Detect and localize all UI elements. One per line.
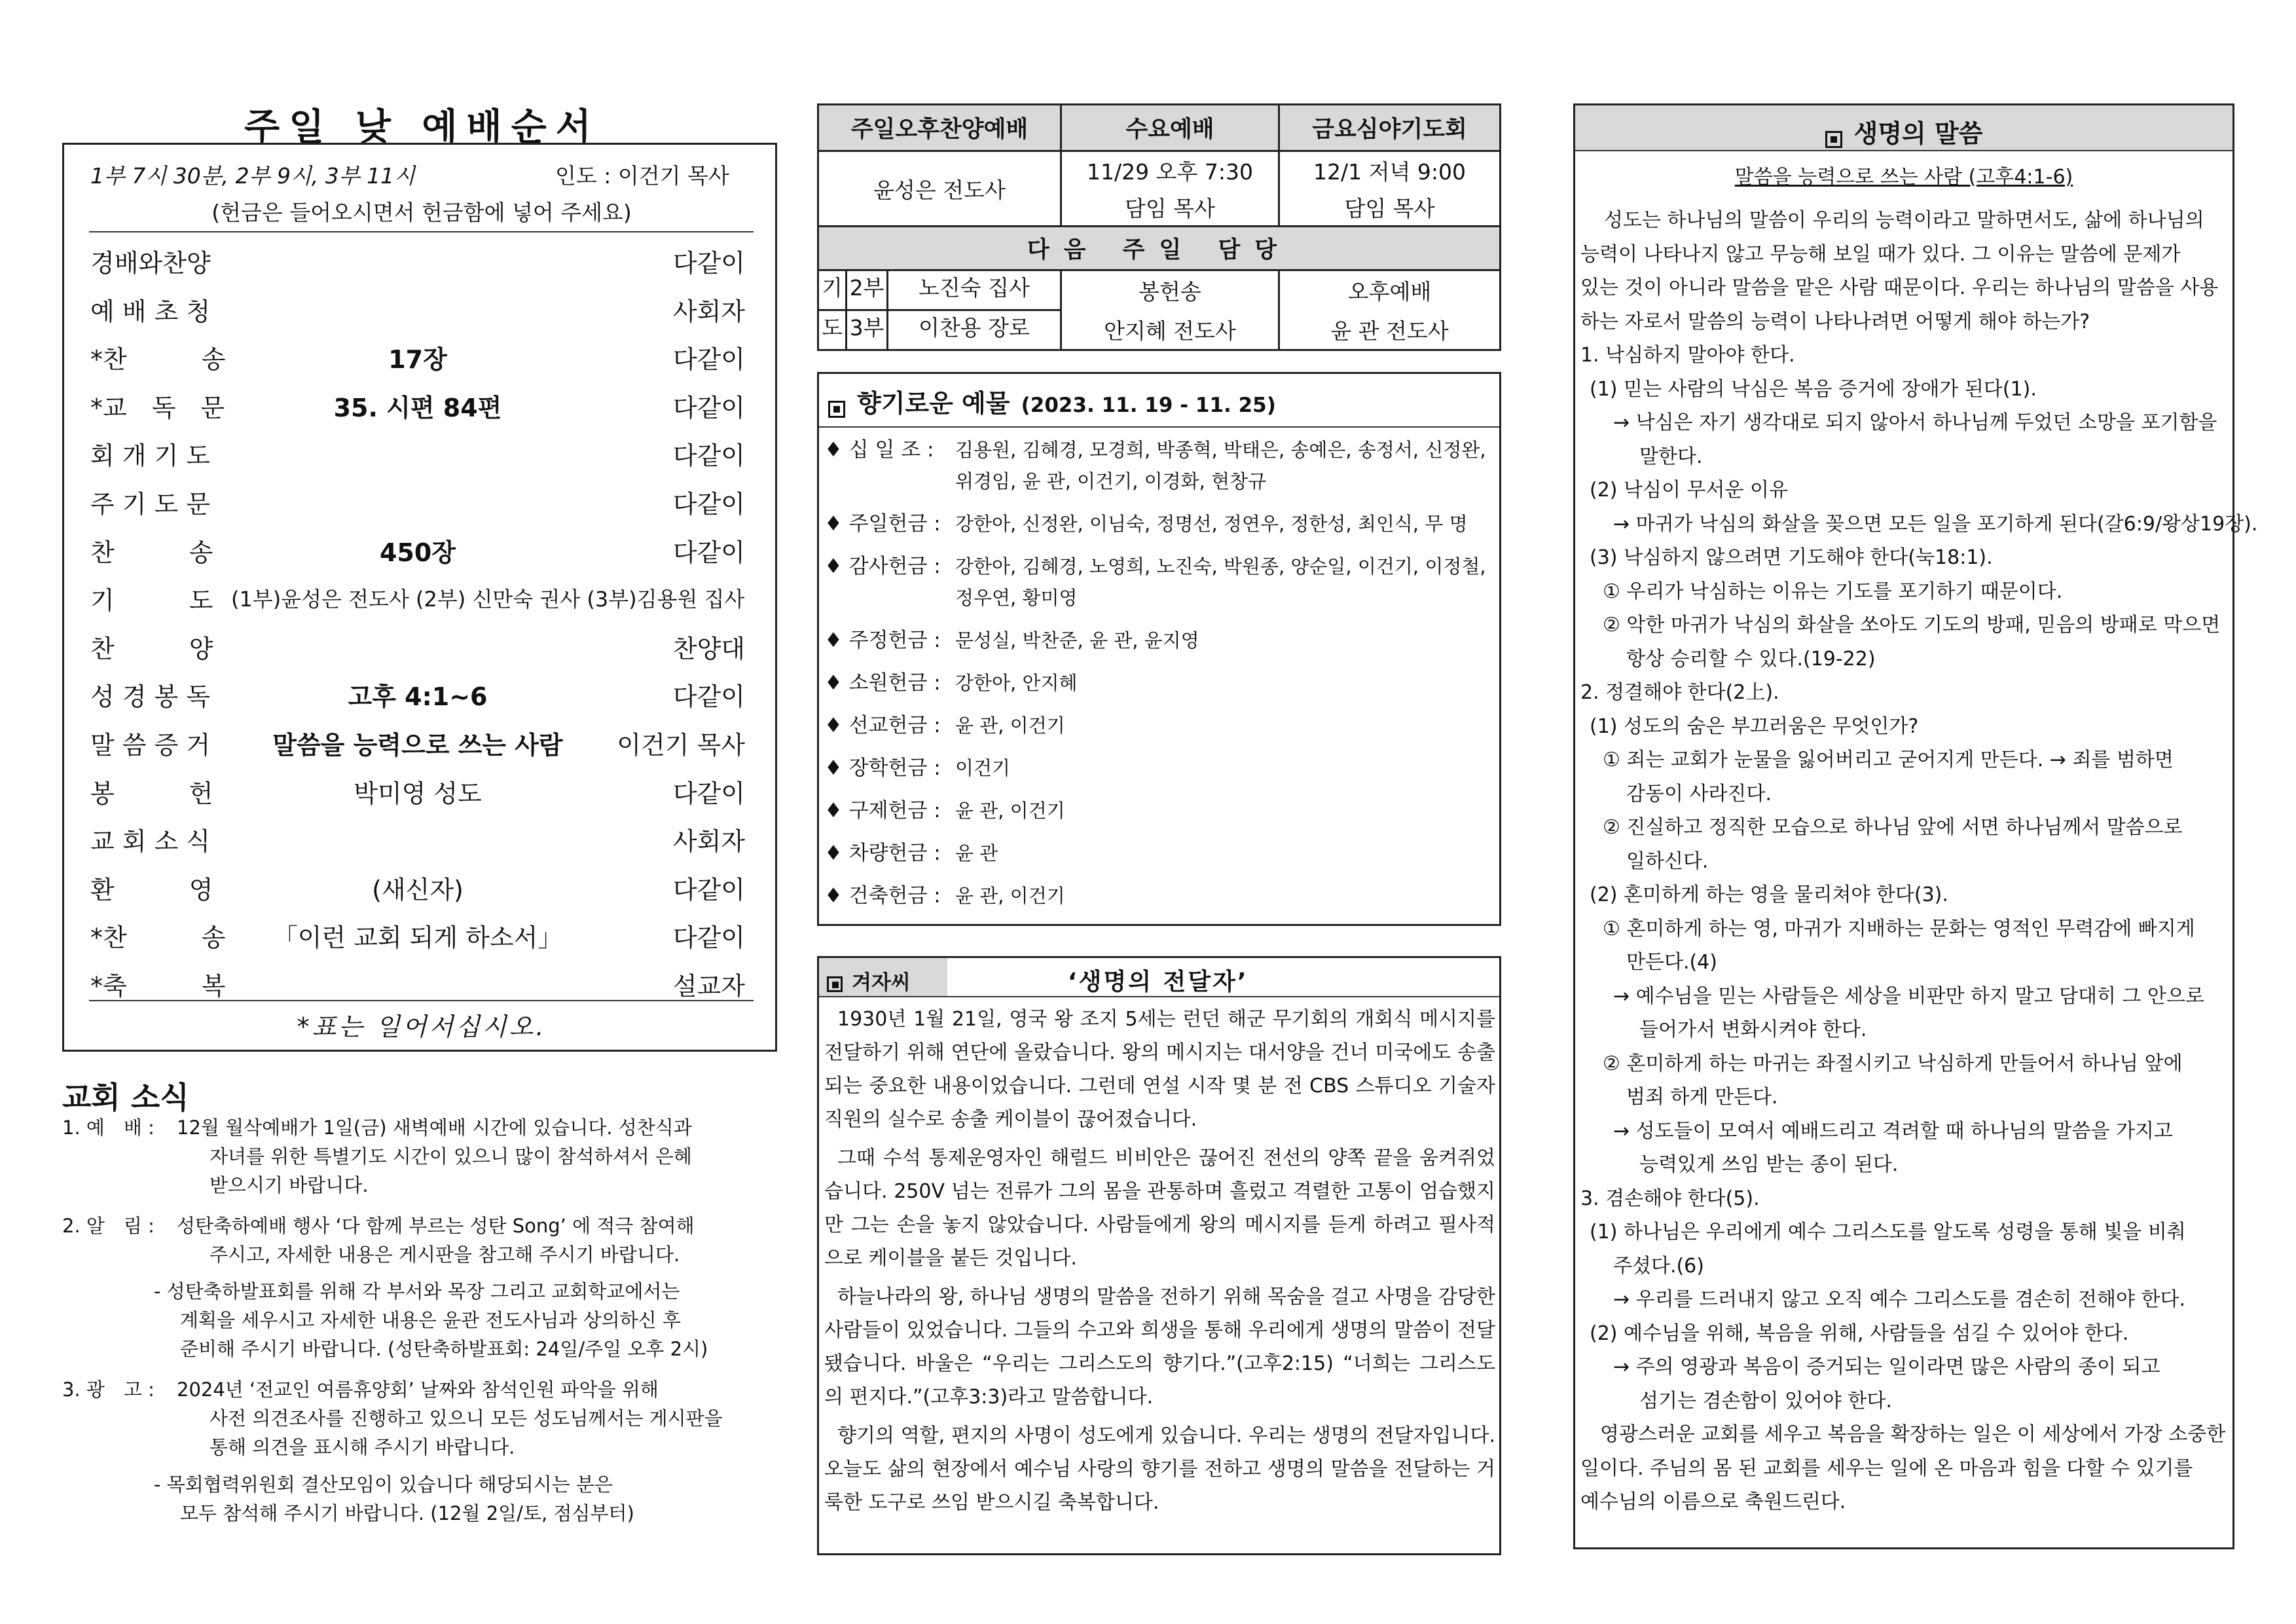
news-sub-line: 준비해 주시기 바랍니다. (성탄축하발표회: 24일/주일 오후 2시) [180, 1338, 708, 1360]
order-item-name: *찬 송 [90, 345, 226, 375]
order-item-name: 환 영 [90, 875, 213, 904]
worship-order-row [90, 435, 752, 475]
offering-names: 윤 관, 이건기 [955, 714, 1065, 737]
order-item-content: 고후 4:1~6 [348, 682, 488, 712]
offering-names: 윤 관 [955, 842, 998, 864]
mustard-paragraph: 1930년 1월 21일, 영국 왕 조지 5세는 런던 해군 무기회의 개회식 메시지를 전달하기 위해 연단에 올랐습니다. 왕의 메시지는 대서양을 건너 미국에도 송출되는 중요한 내용이었습니다. 그런데 연설 시작 몇 분 전 CBS 스튜디오 기술자 직원의 실수로 송출 케이블이 끊어졌습니다. [824, 1008, 1495, 1131]
offering-names: 정우연, 황미영 [955, 587, 1078, 609]
sermon-line: 항상 승리할 수 있다.(19-22) [1626, 647, 1876, 671]
worship-order-row [90, 243, 752, 282]
offerings-title: 향기로운 예물 [857, 389, 1010, 418]
wednesday-time: 11/29 오후 7:30 [1061, 151, 1279, 189]
sermon-line: ② 혼미하게 하는 마귀는 좌절시키고 낙심하게 만들어서 하나님 앞에 [1603, 1052, 2183, 1075]
sermon-line: → 마귀가 낙심의 화살을 꽂으면 모든 일을 포기하게 된다(갈6:9/왕상19장). [1613, 512, 2258, 536]
order-item-content: 말씀을 능력으로 쓰는 사람 [272, 731, 563, 760]
schedule-header: 금요심야기도회 [1279, 105, 1501, 151]
service-leader: 인도 : 이건기 목사 [555, 163, 729, 189]
order-item-name: *교 독 문 [90, 393, 225, 422]
worship-order-row [90, 773, 752, 813]
sermon-line: → 우리를 드러내지 않고 오직 예수 그리스도를 겸손히 전해야 한다. [1613, 1288, 2185, 1311]
order-item-name: 성 경 봉 독 [90, 682, 211, 712]
worship-order-row [90, 388, 752, 427]
sermon-line: → 주의 영광과 복음이 증거되는 일이라면 많은 사람의 종이 되고 [1613, 1356, 2160, 1378]
news-label: 1. 예 배 : [62, 1116, 155, 1139]
offering-note: (헌금은 들어오시면서 헌금함에 넣어 주세요) [211, 200, 632, 225]
sermon-line: 있는 것이 아니라 말씀을 맡은 사람 때문이다. 우리는 하나님의 말씀을 사용 [1580, 276, 2219, 299]
order-item-leader: 다같이 [672, 538, 745, 567]
order-item-content: 450장 [379, 538, 456, 567]
order-item-name: *찬 송 [90, 923, 226, 953]
order-item-leader: 다같이 [672, 393, 745, 422]
offering-names: 문성실, 박찬준, 윤 관, 윤지영 [955, 629, 1199, 652]
part2-label: 2부 [847, 271, 888, 309]
sermon-line: ② 진실하고 정직한 모습으로 하나님 앞에 서면 하나님께서 말씀으로 [1603, 816, 2183, 839]
news-line: 받으시기 바랍니다. [210, 1174, 369, 1196]
news-line: 자녀를 위한 특별기도 시간이 있으니 많이 참석하셔서 은혜 [210, 1145, 692, 1168]
part3-prayer: 이찬용 장로 [919, 315, 1030, 341]
offertory-name: 안지혜 전도사 [1061, 310, 1279, 350]
prayer-leaders: (1부)윤성은 전도사 (2부) 신만숙 권사 (3부)김용원 집사 [231, 587, 745, 612]
left-column [62, 0, 782, 1524]
square-bullet-icon [828, 401, 845, 418]
news-label: 2. 알 림 : [62, 1215, 155, 1237]
sermon-line: 능력이 나타나지 않고 무능해 보일 때가 있다. 그 이유는 말씀에 문제가 [1580, 242, 2181, 266]
worship-order-row [90, 291, 752, 331]
sermon-line: → 성도들이 모여서 예배드리고 격려할 때 하나님의 말씀을 가지고 [1613, 1119, 2173, 1143]
prayer-duty-cell [818, 310, 1061, 350]
order-item-leader: 다같이 [672, 779, 745, 808]
news-line: 통해 의견을 표시해 주시기 바랍니다. [210, 1436, 515, 1458]
sermon-line: → 예수님을 믿는 사람들은 세상을 비판만 하지 말고 담대히 그 안으로 [1613, 984, 2204, 1008]
order-item-name: 찬 송 [90, 538, 213, 567]
worship-order-row [90, 580, 752, 619]
sermon-line: ① 우리가 낙심하는 이유는 기도를 포기하기 때문이다. [1603, 580, 2063, 603]
afternoon-service-header: 오후예배 [1279, 270, 1501, 310]
sermon-line: 주셨다.(6) [1613, 1254, 1704, 1278]
offering-names: 강한아, 김혜경, 노영희, 노진숙, 박원종, 양순일, 이건기, 이정철, [955, 555, 1486, 578]
sermon-body [1580, 204, 2258, 1519]
offering-names: 이건기 [955, 757, 1011, 779]
mustard-body [824, 1003, 1495, 1524]
mustard-paragraph: 향기의 역할, 편지의 사명이 성도에게 있습니다. 우리는 생명의 전달자입니다. 오늘도 삶의 현장에서 예수님 사랑의 향기를 전하고 생명의 말씀을 전달하는 거룩한 도구로 쓰임 받으시길 축복합니다. [824, 1424, 1495, 1514]
service-times: 1부 7시 30분, 2부 9시, 3부 11시 [90, 163, 416, 189]
afternoon-service-name: 윤 관 전도사 [1279, 310, 1501, 350]
part2-prayer: 노진숙 집사 [919, 275, 1030, 301]
offerings-header [828, 383, 1276, 419]
offering-type: ♦ 감사헌금 : [824, 555, 941, 578]
order-item-name: 봉 헌 [90, 779, 213, 808]
news-sub-line: 모두 참석해 주시기 바랍니다. (12월 2일/토, 점심부터) [180, 1502, 634, 1524]
order-item-leader: 사회자 [672, 827, 745, 857]
square-bullet-icon [827, 976, 843, 992]
sermon-line: 예수님의 이름으로 축원드린다. [1580, 1490, 1846, 1513]
sermon-line: ① 혼미하게 하는 영, 마귀가 지배하는 문화는 영적인 무력감에 빠지게 [1603, 917, 2195, 940]
order-item-content: 35. 시편 84편 [333, 393, 502, 422]
part3-label: 3부 [847, 311, 888, 349]
mustard-header [827, 966, 911, 995]
worship-order-row [90, 725, 752, 764]
friday-leader: 담임 목사 [1279, 189, 1501, 227]
offering-names: 강한아, 안지혜 [955, 672, 1078, 694]
sermon-line: (2) 낙심이 무서운 이유 [1590, 479, 1788, 502]
sermon-line: → 낙심은 자기 생각대로 되지 않아서 하나님께 두었던 소망을 포기함을 [1613, 411, 2217, 434]
square-bullet-icon [1825, 131, 1842, 148]
offering-type: ♦ 주일헌금 : [824, 512, 941, 536]
order-item-leader: 다같이 [672, 875, 745, 904]
friday-time: 12/1 저녁 9:00 [1279, 151, 1501, 189]
sermon-line: 섬기는 겸손함이 있어야 한다. [1639, 1389, 1892, 1412]
worship-order-row [90, 870, 752, 909]
worship-order-row [90, 676, 752, 716]
offering-type: ♦ 선교헌금 : [824, 714, 941, 737]
afternoon-leader: 윤성은 전도사 [818, 151, 1061, 227]
news-line: 사전 의견조사를 진행하고 있으니 모든 성도님께서는 게시판을 [210, 1407, 723, 1430]
worship-order-row [90, 484, 752, 523]
sermon-line: 2. 정결해야 한다(2上). [1580, 681, 1779, 704]
worship-order-row [90, 966, 752, 1005]
sermon-line: (1) 하나님은 우리에게 예수 그리스도를 알도록 성령을 통해 빛을 비춰 [1590, 1221, 2186, 1244]
worship-order-title: 주일 낮 예배순서 [244, 106, 600, 149]
order-item-name: 기 도 [90, 586, 213, 616]
sermon-line: (2) 예수님을 위해, 복음을 위해, 사람들을 섬길 수 있어야 한다. [1590, 1321, 2129, 1345]
prayer-duty-cell [818, 270, 1061, 310]
offering-names: 강한아, 신정완, 이님숙, 정명선, 정연우, 정한성, 최인식, 무 명 [955, 513, 1468, 535]
order-item-name: 말 씀 증 거 [90, 731, 211, 760]
order-item-content: 박미영 성도 [354, 779, 482, 808]
sermon-line: ① 죄는 교회가 눈물을 잃어버리고 굳어지게 만든다. → 죄를 범하면 [1603, 748, 2174, 771]
wednesday-leader: 담임 목사 [1061, 189, 1279, 227]
prayer-label-do: 도 [819, 311, 847, 349]
order-item-name: 교 회 소 식 [90, 827, 211, 857]
offering-type: ♦ 장학헌금 : [824, 756, 941, 780]
word-of-life-box [1573, 103, 2258, 1549]
divider [89, 1000, 754, 1001]
order-item-name: 예 배 초 청 [90, 297, 211, 326]
prayer-label-gi: 기 [819, 271, 847, 309]
word-title: 생명의 말씀 [1853, 119, 1983, 148]
offering-names: 윤 관, 이건기 [955, 885, 1065, 907]
news-label: 3. 광 고 : [62, 1378, 155, 1401]
mustard-paragraph: 하늘나라의 왕, 하나님 생명의 말씀을 전하기 위해 목숨을 걸고 사명을 감당한 사람들이 있었습니다. 그들의 수고와 희생을 통해 우리에게 생명의 말씀이 전달됐습니다. 바울은 “우리는 그리스도의 향기다.”(고후2:15) “너희는 그리스도의 편지다.”(고후3:3)라고 말씀합니다. [824, 1285, 1495, 1409]
worship-order-row [90, 821, 752, 860]
sermon-line: 1. 낙심하지 말아야 한다. [1580, 344, 1795, 367]
news-sub-line: 계획을 세우시고 자세한 내용은 윤관 전도사님과 상의하신 후 [180, 1309, 681, 1331]
order-item-content: 17장 [388, 345, 447, 375]
order-item-leader: 찬양대 [672, 634, 745, 663]
sermon-line: 들어가서 변화시켜야 한다. [1639, 1018, 1867, 1041]
order-item-leader: 이건기 목사 [617, 731, 745, 760]
worship-order-box [62, 143, 777, 1052]
mustard-label: 겨자씨 [852, 971, 911, 995]
offering-type: ♦ 십 일 조 : [824, 438, 934, 462]
sermon-line: (3) 낙심하지 않으려면 기도해야 한다(눅18:1). [1590, 546, 1993, 569]
news-sub-line: - 성탄축하발표회를 위해 각 부서와 목장 그리고 교회학교에서는 [154, 1280, 680, 1302]
worship-order-row [90, 532, 752, 572]
sermon-line: 만든다.(4) [1626, 951, 1717, 974]
offertory-header: 봉헌송 [1061, 270, 1279, 310]
word-header [1575, 113, 2232, 149]
worship-order-row [90, 917, 752, 957]
order-item-leader: 다같이 [672, 490, 745, 519]
sermon-line: 일하신다. [1626, 849, 1709, 873]
news-line: 주시고, 자세한 내용은 게시판을 참고해 주시기 바랍니다. [210, 1244, 680, 1266]
sermon-line: 성도는 하나님의 말씀이 우리의 능력이라고 말하면서도, 삶에 하나님의 [1604, 209, 2204, 232]
order-item-name: 찬 양 [90, 634, 213, 663]
sermon-line: 영광스러운 교회를 세우고 복음을 확장하는 일은 이 세상에서 가장 소중한 [1600, 1423, 2226, 1446]
news-sub-line: - 목회협력위원회 결산모임이 있습니다 해당되시는 분은 [154, 1473, 613, 1496]
worship-order-row [90, 339, 752, 378]
offering-type: ♦ 건축헌금 : [824, 884, 941, 908]
sermon-line: 말한다. [1639, 445, 1703, 468]
church-news-title: 교회 소식 [62, 1080, 189, 1115]
sermon-line: 능력있게 쓰임 받는 종이 된다. [1639, 1153, 1899, 1176]
offerings-period: (2023. 11. 19 - 11. 25) [1021, 394, 1276, 417]
mustard-seed-box [817, 956, 1501, 1555]
order-item-name: *축 복 [90, 972, 226, 1001]
sermon-line: (2) 혼미하게 하는 영을 물리쳐야 한다(3). [1590, 883, 1948, 906]
mustard-paragraph: 그때 수석 통제운영자인 해럴드 비비안은 끊어진 전선의 양쪽 끝을 움켜쥐었습니다. 250V 넘는 전류가 그의 몸을 관통하며 흘렀고 격렬한 고통이 엄습했지만 그는 손을 놓지 않았습니다. 사람들에게 왕의 메시지를 듣게 하려고 필사적으로 케이블을 붙든 것입니다. [824, 1147, 1495, 1270]
sermon-line: (1) 성도의 숨은 부끄러움은 무엇인가? [1590, 714, 1919, 738]
order-item-content: (새신자) [372, 875, 464, 904]
order-item-leader: 사회자 [672, 297, 745, 326]
offering-names: 윤 관, 이건기 [955, 800, 1065, 822]
order-item-leader: 다같이 [672, 441, 745, 471]
offerings-box [817, 372, 1501, 926]
offering-type: ♦ 주정헌금 : [824, 629, 941, 652]
order-item-leader: 다같이 [672, 923, 745, 953]
sermon-line: (1) 믿는 사람의 낙심은 복음 증거에 장애가 된다(1). [1590, 377, 2037, 401]
offering-type: ♦ 소원헌금 : [824, 671, 941, 695]
news-line: 2024년 ‘전교인 여름휴양회’ 날짜와 참석인원 파악을 위해 [177, 1378, 659, 1401]
order-item-leader: 다같이 [672, 682, 745, 712]
divider [89, 231, 754, 232]
schedule-table [817, 103, 1501, 351]
order-item-name: 주 기 도 문 [90, 490, 211, 519]
offering-names: 김용원, 김혜경, 모경희, 박종혁, 박태은, 송예은, 송정서, 신정완, [955, 439, 1486, 461]
worship-order-row [90, 629, 752, 668]
order-item-leader: 다같이 [672, 345, 745, 375]
order-item-name: 경배와찬양 [90, 249, 211, 278]
stand-note: *표는 일어서십시오. [297, 1012, 547, 1041]
order-item-leader: 설교자 [672, 972, 745, 1001]
offering-type: ♦ 차량헌금 : [824, 841, 941, 865]
next-sunday-bar: 다음 주일 담당 [818, 227, 1501, 270]
mustard-title: ‘생명의 전달자’ [1068, 969, 1248, 995]
order-item-name: 회 개 기 도 [90, 441, 211, 471]
schedule-header: 수요예배 [1061, 105, 1279, 151]
order-item-leader: 다같이 [672, 249, 745, 278]
sermon-line: ② 악한 마귀가 낙심의 화살을 쏘아도 기도의 방패, 믿음의 방패로 막으면 [1603, 614, 2221, 637]
news-line: 12월 월삭예배가 1일(금) 새벽예배 시간에 있습니다. 성찬식과 [177, 1116, 692, 1139]
sermon-line: 3. 겸손해야 한다(5). [1580, 1187, 1760, 1210]
sermon-line: 하는 자로서 말씀의 능력이 나타나려면 어떻게 해야 하는가? [1580, 310, 2090, 333]
sermon-subtitle: 말씀을 능력으로 쓰는 사람 (고후4:1-6) [1734, 166, 2073, 189]
news-line: 성탄축하예배 행사 ‘다 함께 부르는 성탄 Song’ 에 적극 참여해 [177, 1215, 695, 1237]
sermon-line: 감동이 사라진다. [1626, 782, 1772, 805]
sermon-line: 범죄 하게 만든다. [1626, 1086, 1778, 1109]
order-item-content: 「이런 교회 되게 하소서」 [272, 923, 563, 953]
divider [819, 996, 1499, 997]
schedule-header: 주일오후찬양예배 [818, 105, 1061, 151]
divider [819, 426, 1499, 428]
sermon-line: 일이다. 주님의 몸 된 교회를 세우는 일에 온 마음과 힘을 다할 수 있기를 [1580, 1456, 2193, 1480]
offering-type: ♦ 구제헌금 : [824, 799, 941, 822]
offering-names: 위경임, 윤 관, 이건기, 이경화, 현창규 [955, 470, 1267, 492]
